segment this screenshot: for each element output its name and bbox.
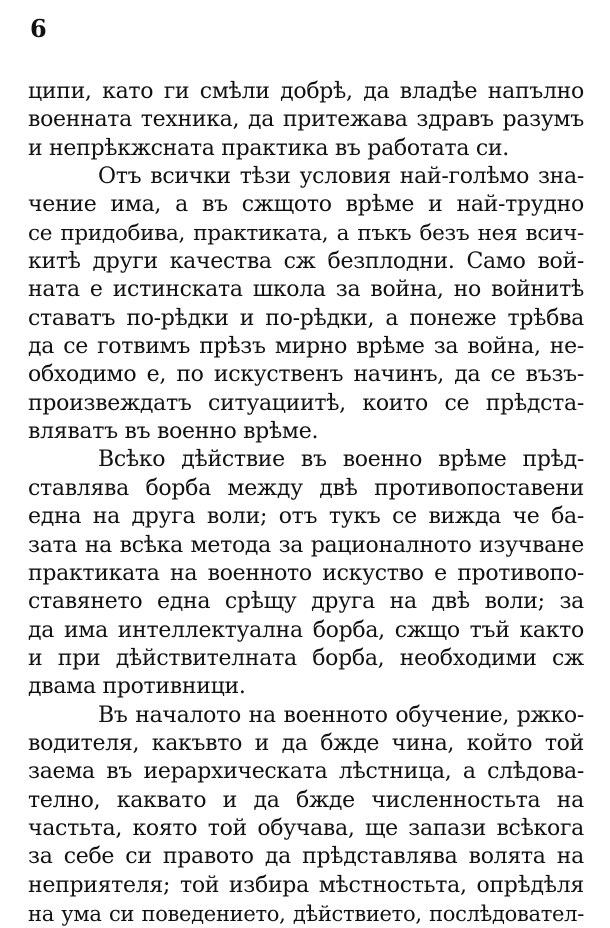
page-number: 6 <box>30 14 47 43</box>
text-line: Отъ всички тѣзи условия най-голѣмо зна- <box>98 164 584 190</box>
text-line: частьта, която той обучава, ще запази всѣкога <box>28 815 584 841</box>
body-text <box>28 78 584 928</box>
text-line: телно, каквато и да бжде численностьта на <box>28 787 584 813</box>
text-line: ставлява борба между двѣ противопоставени <box>28 475 584 501</box>
text-line: двама противници. <box>28 674 246 700</box>
text-line: да има интеллектуална борба, сжщо тъй както <box>28 617 584 643</box>
text-line: ната е истинската школа за война, но войнитѣ <box>28 277 584 303</box>
text-line: и при дѣйствителната борба, необходими сж <box>28 645 584 671</box>
text-line: зата на всѣка метода за рационалното изучване <box>28 532 584 558</box>
text-line: да се готвимъ прѣзъ мирно врѣме за война, не- <box>28 334 584 360</box>
text-line: Въ началото на военното обучение, ржко- <box>98 702 584 728</box>
text-line: за себе си правото да прѣдставлява волята на <box>28 844 584 870</box>
text-line: водителя, какъвто и да бжде чина, който той <box>28 730 584 756</box>
text-line: ставатъ по-рѣдки и по-рѣдки, а понеже трѣбва <box>28 305 584 331</box>
text-line: и непрѣкжснатa практика въ работата си. <box>28 135 509 161</box>
text-line: ципи, като ги смѣли добрѣ, да владѣе напълно <box>28 79 584 104</box>
text-line: военната техника, да притежава здравъ разумъ <box>28 107 584 133</box>
text-line: заема въ иерархическата лѣстница, а слѣдова- <box>28 759 584 785</box>
text-line: произвеждатъ ситуациитѣ, които се прѣдста- <box>28 390 584 416</box>
text-line: китѣ други качества сж безплодни. Само вой- <box>28 249 584 275</box>
text-line: неприятеля; той избира мѣстностьта, опрѣдѣля <box>28 872 584 898</box>
text-line: обходимо е, по искуственъ начинъ, да се възъ- <box>28 362 584 388</box>
text-line: една на друга воли; отъ тукъ се вижда че ба- <box>28 504 584 530</box>
text-line: ставянето една срѣщу друга на двѣ воли; за <box>28 589 584 615</box>
text-line: вляватъ въ военно врѣме. <box>28 419 319 445</box>
text-line: практиката на военното искуство е противопо- <box>28 560 584 586</box>
text-line: се придобива, практиката, а пъкъ безъ нея всич- <box>28 220 584 246</box>
text-line: на ума си поведението, дѣйствието, послѣдовател- <box>28 901 584 926</box>
text-line: Всѣко дѣйствие въ военно врѣме прѣд- <box>98 447 584 473</box>
text-line: чение има, а въ сжщото врѣме и най-трудно <box>28 192 584 218</box>
